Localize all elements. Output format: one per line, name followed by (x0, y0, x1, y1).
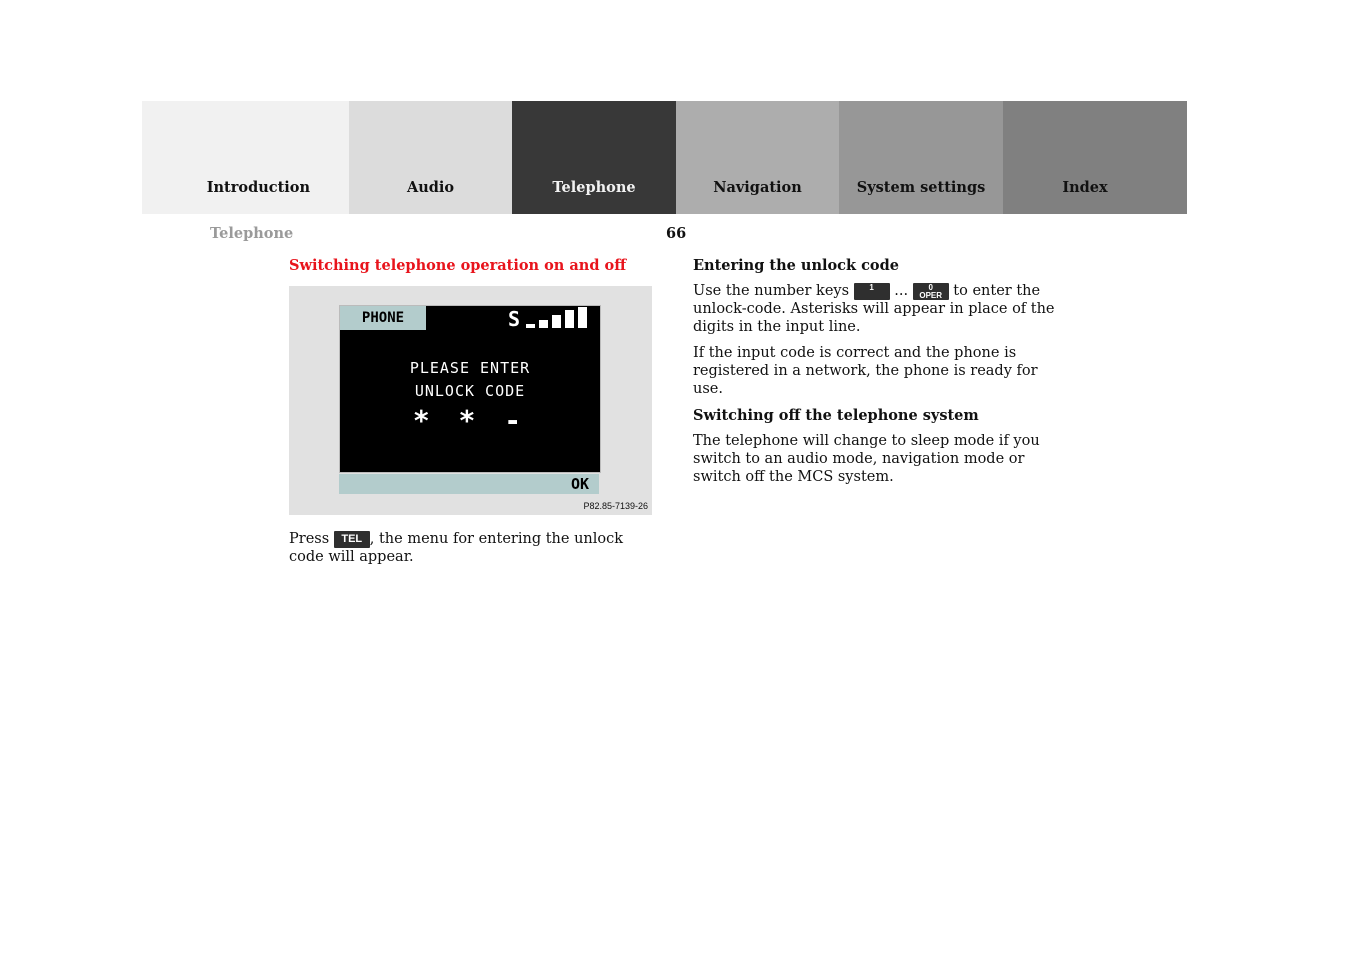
press-text-after: , the menu for entering the unlock code will appear. (289, 531, 624, 565)
tab-index[interactable] (1003, 101, 1187, 214)
tab-index-label: Index (1062, 179, 1108, 196)
lcd-prompt-line2: UNLOCK CODE (414, 382, 526, 400)
correct-code-paragraph: If the input code is correct and the phone is registered in a network, the phone is ready for use. (693, 345, 1038, 397)
number-key-0-oper-icon (913, 283, 949, 300)
tab-navigation[interactable] (676, 101, 839, 214)
tab-telephone[interactable] (512, 101, 676, 214)
switch-off-paragraph: The telephone will change to sleep mode if you switch to an audio mode, navigation mode or switch off the MCS system. (693, 433, 1040, 485)
section-label: Telephone (210, 225, 294, 242)
signal-bar (526, 324, 535, 328)
tab-system-settings-label: System settings (856, 179, 986, 196)
tab-audio-label: Audio (406, 179, 455, 196)
page-number: 66 (666, 225, 687, 242)
lcd-prompt-line1: PLEASE ENTER (409, 359, 531, 377)
switching-heading: Switching telephone operation on and off (289, 257, 627, 274)
lcd-ok-softkey: OK (339, 474, 599, 494)
press-tel-paragraph (289, 530, 657, 566)
press-text-before: Press (289, 531, 334, 547)
unlock-text-before: Use the number keys (693, 283, 854, 299)
signal-bar (578, 307, 587, 328)
signal-bar (565, 310, 574, 328)
phone-display-figure (289, 286, 652, 515)
tel-key-icon: TEL (334, 531, 370, 548)
phone-tab-label: PHONE (340, 306, 426, 330)
number-key-1-icon: 1 (854, 283, 890, 300)
unlock-code-paragraph (693, 282, 1065, 336)
figure-reference: P82.85-7139-26 (583, 501, 648, 511)
lcd-screen (339, 305, 601, 473)
key-range-ellipsis: ... (889, 283, 913, 299)
key-0-oper-label: OPER (919, 290, 943, 300)
signal-bar (552, 315, 561, 328)
unlock-code-heading: Entering the unlock code (693, 257, 899, 274)
key-0-digit: 0 (928, 282, 933, 292)
tab-introduction-label: Introduction (206, 179, 310, 196)
tab-navigation-label: Navigation (713, 179, 802, 196)
lcd-code-input: * * - (412, 404, 528, 437)
switch-off-heading: Switching off the telephone system (693, 407, 979, 424)
chapter-tabs (142, 101, 1187, 214)
signal-label: S (508, 307, 521, 331)
tab-audio[interactable] (349, 101, 512, 214)
signal-strength-icon (508, 306, 587, 330)
tab-telephone-label: Telephone (552, 179, 636, 196)
tab-introduction[interactable] (142, 101, 349, 214)
unlock-text-after: to enter the unlock-code. Asterisks will appear in place of the digits in the input line. (693, 283, 1055, 335)
tab-system-settings[interactable] (839, 101, 1003, 214)
signal-bar (539, 320, 548, 328)
